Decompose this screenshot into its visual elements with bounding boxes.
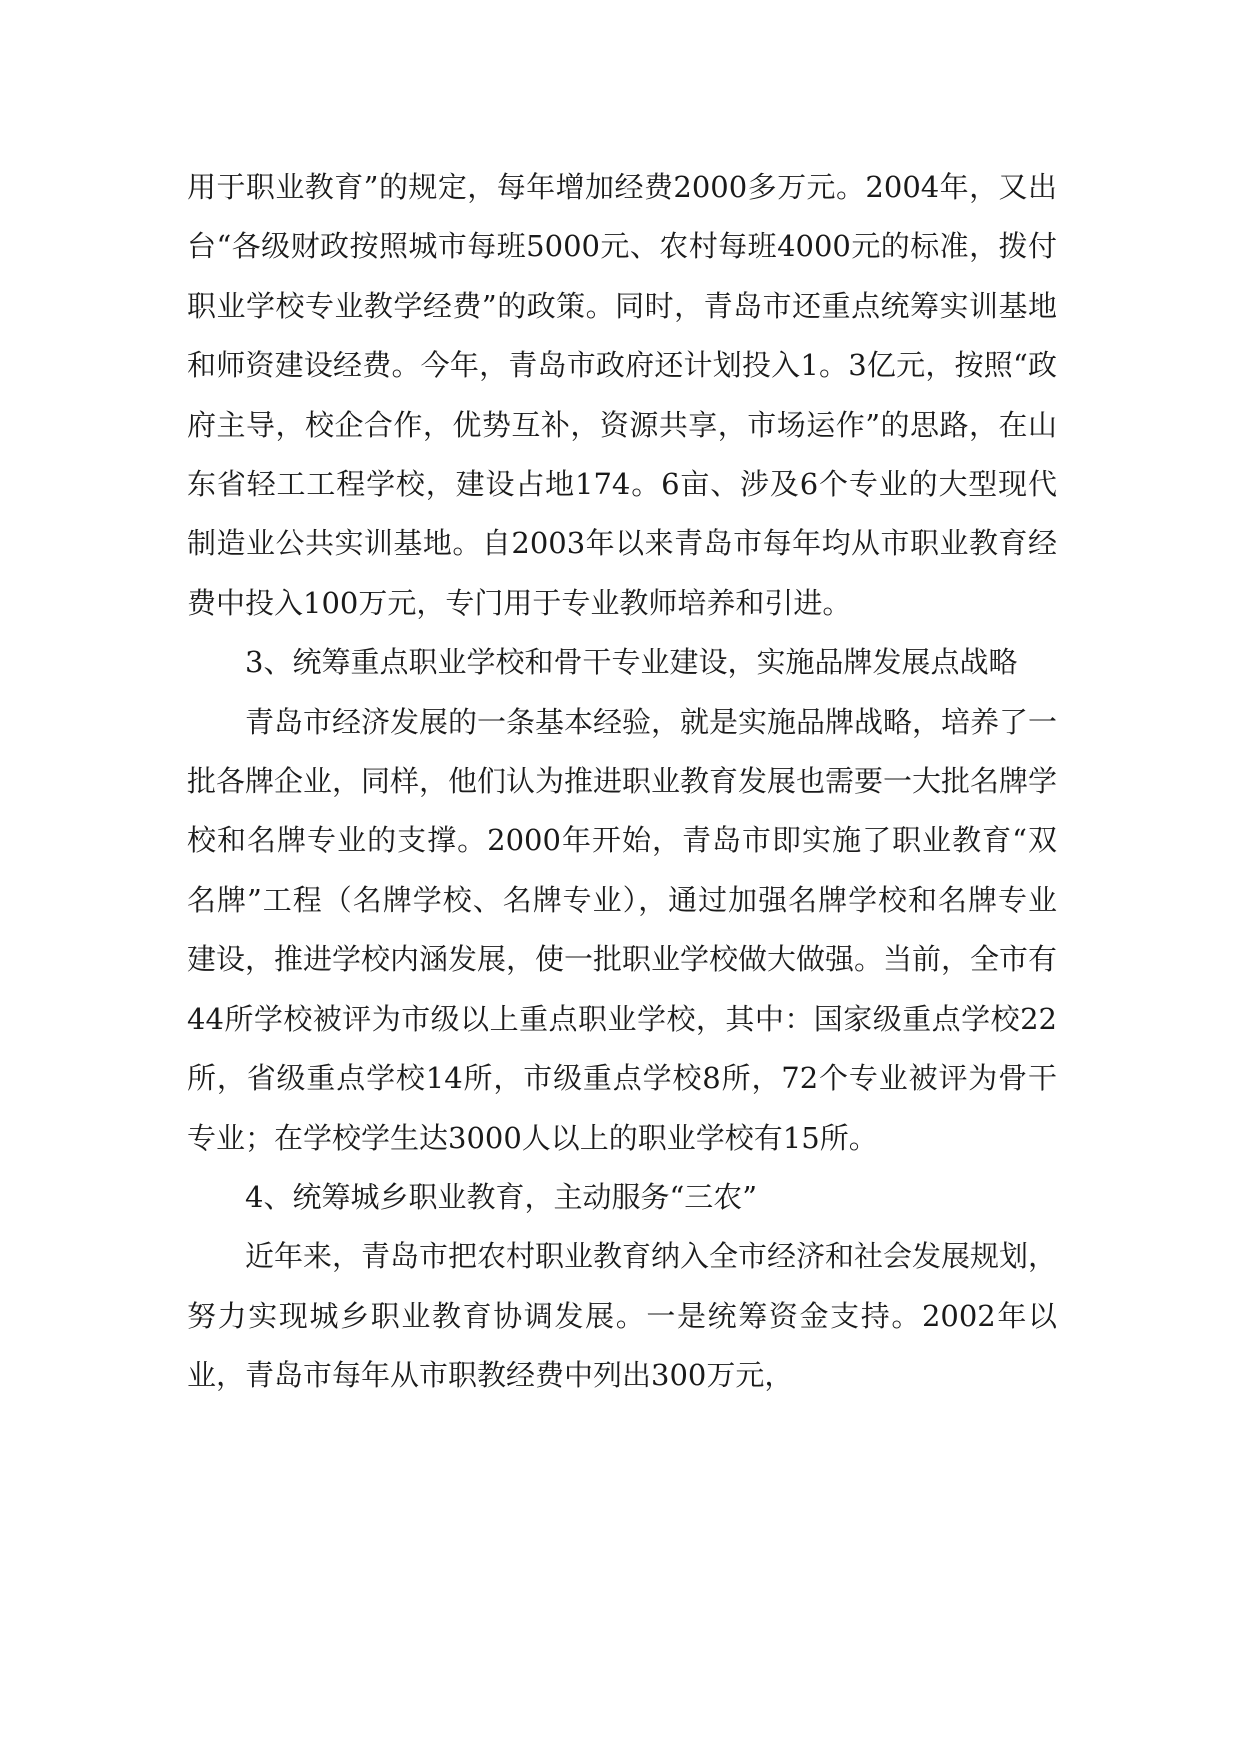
paragraph-brand-strategy: 青岛市经济发展的一条基本经验，就是实施品牌战略，培养了一批各牌企业，同样，他们认为推进职业教育发展也需要一大批名牌学校和名牌专业的支撑。2000年开始，青岛市即实施了职业教育“双名牌”工程（名牌学校、名牌专业），通过加强名牌学校和名牌专业建设，推进学校内涵发展，使一批职业学校做大做强。当前，全市有44所学校被评为市级以上重点职业学校，其中：国家级重点学校22所，省级重点学校14所，市级重点学校8所，72个专业被评为骨干专业；在学校学生达3000人以上的职业学校有15所。 bbox=[187, 704, 1058, 1155]
paragraph-urban-rural: 近年来，青岛市把农村职业教育纳入全市经济和社会发展规划，努力实现城乡职业教育协调发展。一是统筹资金支持。2002年以业，青岛市每年从市职教经费中列出300万元， bbox=[187, 1239, 1058, 1393]
paragraph-funding-continuation: 用于职业教育”的规定，每年增加经费2000多万元。2004年，又出台“各级财政按照城市每班5000元、农村每班4000元的标准，拨付职业学校专业教学经费”的政策。同时，青岛市还重点统筹实训基地和师资建设经费。今年，青岛市政府还计划投入1。3亿元，按照“政府主导，校企合作，优势互补，资源共享，市场运作”的思路，在山东省轻工工程学校，建设占地174。6亩、涉及6个专业的大型现代制造业公共实训基地。自2003年以来青岛市每年均从市职业教育经费中投入100万元，专门用于专业教师培养和引进。 bbox=[187, 170, 1057, 620]
document-body bbox=[187, 158, 1057, 1406]
section-heading-4: 4、统筹城乡职业教育，主动服务“三农” bbox=[245, 1179, 758, 1214]
section-heading-3: 3、统筹重点职业学校和骨干专业建设，实施品牌发展点战略 bbox=[245, 645, 1018, 680]
